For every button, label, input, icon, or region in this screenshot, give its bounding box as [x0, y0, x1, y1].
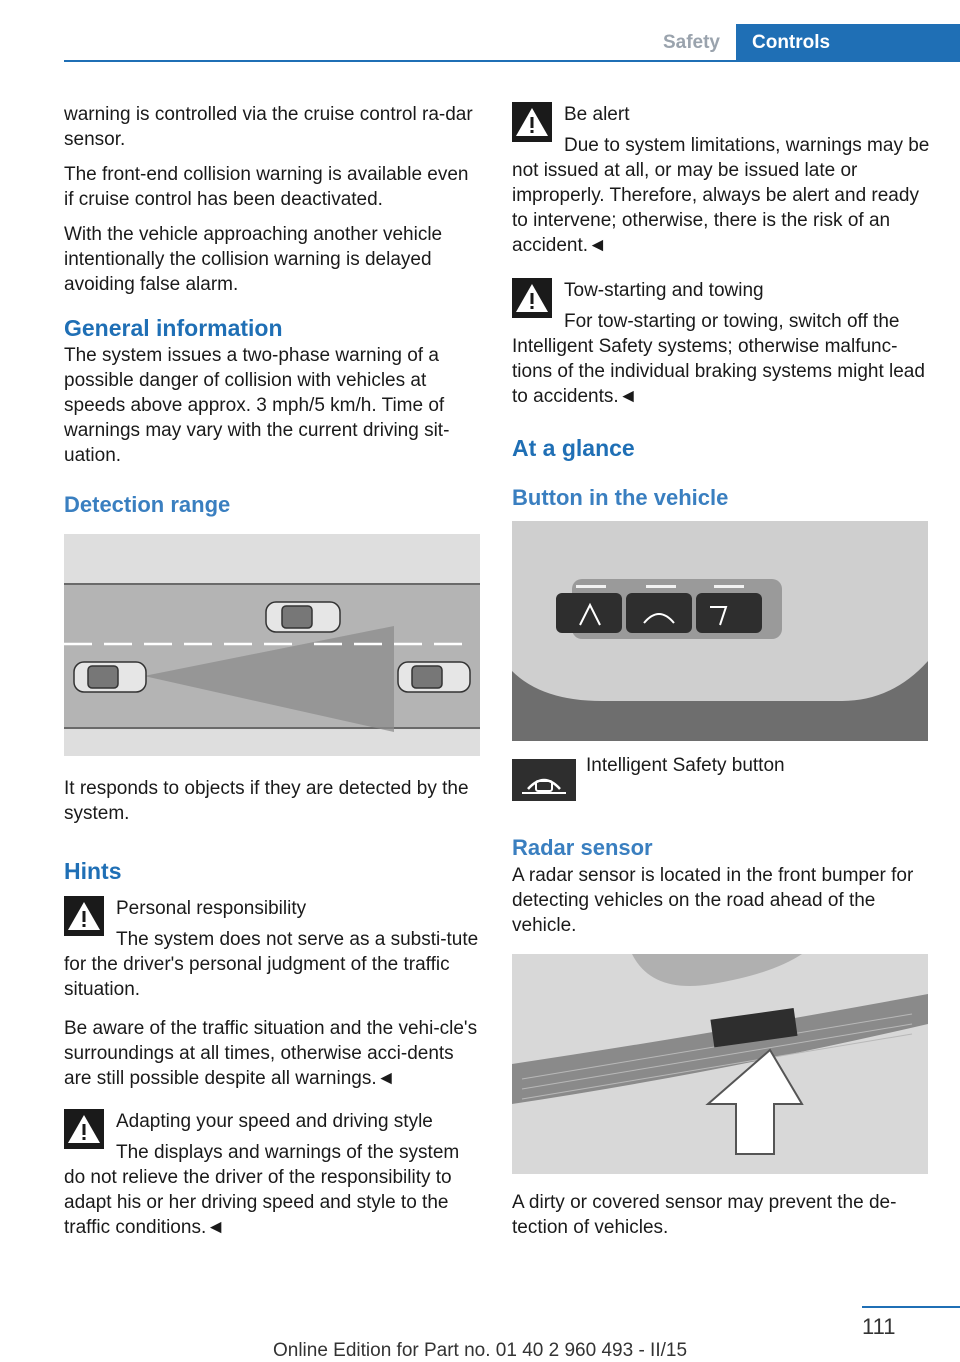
- paragraph: A dirty or covered sensor may prevent the de-tection of vehicles.: [512, 1192, 897, 1238]
- heading-hints: Hints: [64, 858, 122, 884]
- intelligent-safety-caption: [512, 755, 930, 809]
- paragraph: The front-end collision warning is available even if cruise control has been deactivated.: [64, 164, 469, 210]
- page-number: 111: [862, 1314, 896, 1339]
- paragraph: With the vehicle approaching another vehicle intentionally the collision warning is delayed avoiding false alarm.: [64, 224, 443, 295]
- warning-triangle-icon: [512, 102, 552, 142]
- heading-general-information: General information: [64, 315, 283, 341]
- radar-sensor-image: [512, 954, 928, 1174]
- warning-text: For tow-starting or towing, switch off the Intelligent Safety systems; otherwise malfunc-tions of the individual braking systems might lead to accidents.◄: [512, 311, 925, 407]
- detection-range-illustration: [64, 534, 480, 756]
- heading-button-in-vehicle: Button in the vehicle: [512, 485, 729, 510]
- left-column: [64, 102, 482, 1254]
- radar-sensor-photo: [512, 954, 928, 1174]
- warning-block: [64, 896, 482, 1002]
- heading-detection-range: Detection range: [64, 492, 231, 517]
- paragraph: It responds to objects if they are detected by the system.: [64, 778, 469, 824]
- header-tab-controls[interactable]: Controls: [736, 24, 960, 62]
- warning-block: [512, 278, 930, 409]
- warning-title: Tow-starting and towing: [564, 280, 764, 301]
- warning-block: [512, 102, 930, 258]
- heading-at-a-glance: At a glance: [512, 435, 635, 461]
- warning-title: Be alert: [564, 104, 630, 125]
- detection-range-diagram: [64, 534, 480, 756]
- right-column: [512, 102, 930, 1250]
- warning-text: The displays and warnings of the system do not relieve the driver of the responsibility to adapt his or her driving speed and style to the traffic conditions.◄: [64, 1142, 460, 1238]
- button-caption: Intelligent Safety button: [586, 755, 785, 776]
- warning-triangle-icon: [512, 278, 552, 318]
- button-panel-image: [512, 521, 928, 741]
- warning-title: Personal responsibility: [116, 898, 307, 919]
- edition-note: Online Edition for Part no. 01 40 2 960 493 - II/15: [272, 1340, 688, 1361]
- warning-block: [64, 1109, 482, 1240]
- warning-title: Adapting your speed and driving style: [116, 1111, 433, 1132]
- warning-text: The system does not serve as a substi-tute for the driver's personal judgment of the traffic situation.: [64, 929, 479, 1000]
- intelligent-safety-button-icon: [512, 759, 576, 801]
- heading-radar-sensor: Radar sensor: [512, 835, 653, 860]
- warning-triangle-icon: [64, 896, 104, 936]
- header-tab-safety[interactable]: Safety: [662, 32, 720, 53]
- paragraph: The system issues a two-phase warning of a possible danger of collision with vehicles at speeds above approx. 3 mph/5 km/h. Time of warnings may vary with the current driving sit-uation.: [64, 345, 450, 466]
- warning-triangle-icon: [64, 1109, 104, 1149]
- paragraph: A radar sensor is located in the front bumper for detecting vehicles on the road ahead of the vehicle.: [512, 865, 914, 936]
- footer-rule: [862, 1306, 960, 1308]
- warning-text: Due to system limitations, warnings may be not issued at all, or may be issued late or improperly. Therefore, always be alert and ready to intervene; otherwise, there is the risk of an accident.◄: [512, 135, 930, 256]
- paragraph: warning is controlled via the cruise control ra-dar sensor.: [64, 104, 473, 150]
- button-panel-photo: [512, 521, 928, 741]
- paragraph: Be aware of the traffic situation and the vehi-cle's surroundings at all times, otherwise acci-dents are still possible despite all warnings.◄: [64, 1018, 478, 1089]
